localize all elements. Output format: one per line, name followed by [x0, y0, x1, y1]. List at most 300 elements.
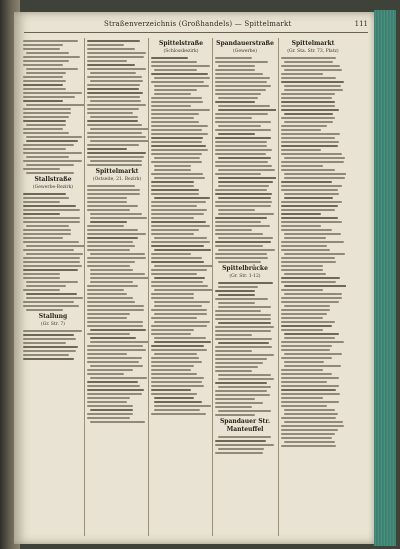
entry-line: [281, 405, 327, 407]
entry-line: [87, 381, 138, 383]
entry-line: [284, 193, 339, 195]
entry-line: [26, 164, 74, 166]
entry-line: [215, 93, 261, 95]
entry-line: [23, 56, 80, 58]
entry-line: [87, 152, 146, 154]
column-divider: [84, 38, 85, 536]
entry-line: [26, 245, 84, 247]
entry-line: [281, 261, 336, 263]
street-subheading: (Gewerbe): [233, 49, 257, 54]
entry-line: [281, 301, 339, 303]
entry-line: [23, 80, 66, 82]
entry-line: [215, 350, 252, 352]
entry-line: [23, 330, 82, 332]
entry-line: [218, 157, 271, 159]
entry-line: [151, 369, 191, 371]
entry-line: [281, 329, 323, 331]
entry-line: [151, 245, 204, 247]
entry-line: [87, 136, 146, 138]
street-heading: Spittelmarkt: [291, 40, 335, 47]
entry-line: [281, 125, 327, 127]
entry-line: [23, 334, 74, 336]
entry-line: [215, 221, 261, 223]
entry-line: [215, 382, 267, 384]
entry-line: [281, 281, 336, 283]
entry-line: [151, 385, 204, 387]
entry-line: [284, 233, 341, 235]
entry-line: [284, 285, 346, 287]
entry-line: [215, 153, 266, 155]
entry-list: [22, 40, 84, 174]
entry-line: [281, 201, 342, 203]
entry-line: [218, 125, 261, 127]
entry-list: [214, 436, 276, 454]
entry-line: [151, 121, 199, 123]
entry-line: [23, 84, 63, 86]
entry-line: [154, 409, 200, 411]
entry-line: [218, 209, 255, 211]
entry-line: [23, 148, 66, 150]
entry-line: [26, 52, 69, 54]
entry-line: [215, 370, 252, 372]
entry-line: [87, 321, 143, 323]
entry-line: [151, 185, 194, 187]
entry-line: [281, 445, 336, 447]
street-heading: Spittelstraße: [158, 40, 204, 47]
entry-line: [284, 61, 333, 63]
entry-line: [87, 237, 138, 239]
entry-line: [154, 165, 191, 167]
entry-line: [23, 209, 80, 211]
entry-line: [23, 301, 74, 303]
entry-line: [215, 326, 274, 328]
entry-line: [151, 133, 208, 135]
entry-line: [284, 157, 345, 159]
entry-line: [154, 405, 211, 407]
entry-line: [215, 201, 272, 203]
entry-line: [151, 81, 204, 83]
entry-line: [215, 117, 252, 119]
entry-line: [87, 197, 127, 199]
entry-line: [23, 152, 82, 154]
entry-line: [90, 100, 141, 102]
entry-line: [281, 109, 339, 111]
entry-line: [215, 452, 263, 454]
entry-line: [90, 221, 127, 223]
entry-line: [215, 394, 270, 396]
entry-line: [87, 373, 124, 375]
entry-line: [281, 105, 335, 107]
entry-line: [23, 144, 74, 146]
entry-line: [215, 189, 267, 191]
entry-line: [151, 357, 199, 359]
entry-list: [280, 57, 346, 447]
entry-line: [26, 72, 66, 74]
entry-line: [23, 197, 69, 199]
entry-line: [281, 81, 344, 83]
entry-line: [281, 229, 332, 231]
entry-line: [284, 337, 335, 339]
entry-line: [281, 369, 323, 371]
entry-line: [151, 193, 199, 195]
entry-line: [23, 221, 80, 223]
column-5: [280, 38, 346, 536]
entry-line: [281, 225, 321, 227]
entry-line: [90, 116, 138, 118]
entry-line: [87, 289, 124, 291]
entry-line: [87, 76, 142, 78]
street-subheading: (Gr. Str. 1-12): [229, 274, 261, 279]
entry-list: [22, 193, 84, 311]
entry-line: [151, 257, 202, 259]
entry-line: [151, 393, 197, 395]
entry-line: [151, 189, 199, 191]
entry-line: [215, 298, 268, 300]
entry-line: [90, 409, 133, 411]
entry-line: [281, 129, 321, 131]
entry-line: [218, 185, 269, 187]
entry-line: [26, 297, 83, 299]
entry-line: [215, 245, 263, 247]
entry-line: [26, 124, 66, 126]
entry-line: [284, 365, 341, 367]
entry-line: [87, 305, 144, 307]
entry-line: [26, 156, 69, 158]
column-divider: [278, 38, 279, 536]
entry-line: [151, 229, 199, 231]
entry-line: [87, 96, 140, 98]
entry-line: [215, 338, 272, 340]
entry-line: [281, 297, 342, 299]
entry-line: [87, 56, 144, 58]
entry-line: [151, 285, 208, 287]
entry-line: [23, 213, 60, 215]
entry-line: [215, 77, 270, 79]
entry-line: [154, 353, 197, 355]
entry-line: [281, 437, 332, 439]
entry-line: [151, 309, 207, 311]
entry-line: [284, 197, 333, 199]
entry-line: [218, 249, 275, 251]
entry-line: [281, 65, 340, 67]
entry-line: [90, 273, 145, 275]
entry-list: [22, 330, 84, 360]
entry-line: [23, 128, 63, 130]
entry-line: [218, 306, 271, 308]
entry-line: [23, 92, 82, 94]
entry-line: [154, 341, 211, 343]
entry-list: [214, 57, 276, 263]
entry-line: [23, 76, 63, 78]
entry-line: [215, 205, 271, 207]
entry-line: [151, 349, 207, 351]
entry-line: [154, 89, 197, 91]
entry-line: [151, 241, 210, 243]
entry-line: [87, 405, 133, 407]
entry-line: [151, 209, 207, 211]
entry-line: [218, 436, 271, 438]
entry-line: [281, 189, 338, 191]
entry-line: [215, 366, 258, 368]
entry-line: [215, 69, 255, 71]
entry-line: [215, 414, 255, 416]
entry-line: [281, 277, 340, 279]
entry-line: [281, 309, 330, 311]
entry-list: [214, 282, 276, 416]
entry-line: [90, 253, 145, 255]
entry-line: [23, 193, 66, 195]
entry-line: [90, 128, 148, 130]
entry-line: [218, 386, 271, 388]
entry-line: [151, 225, 210, 227]
entry-line: [23, 346, 78, 348]
entry-line: [281, 429, 338, 431]
entry-line: [281, 349, 330, 351]
entry-line: [151, 217, 194, 219]
entry-line: [87, 60, 127, 62]
entry-line: [87, 297, 133, 299]
entry-line: [281, 117, 335, 119]
entry-line: [87, 233, 146, 235]
entry-line: [87, 201, 127, 203]
entry-line: [281, 205, 338, 207]
entry-line: [281, 357, 332, 359]
entry-line: [87, 317, 127, 319]
entry-line: [151, 113, 199, 115]
entry-line: [87, 64, 135, 66]
entry-line: [87, 205, 138, 207]
entry-line: [23, 217, 80, 219]
entry-line: [281, 321, 335, 323]
entry-line: [23, 261, 80, 263]
entry-line: [151, 297, 194, 299]
entry-line: [26, 285, 66, 287]
entry-line: [151, 145, 206, 147]
entry-line: [151, 293, 194, 295]
entry-line: [284, 121, 333, 123]
entry-line: [87, 313, 130, 315]
entry-line: [87, 40, 140, 42]
entry-line: [284, 409, 335, 411]
entry-line: [281, 217, 338, 219]
entry-line: [215, 346, 272, 348]
entry-line: [151, 201, 206, 203]
entry-line: [154, 237, 207, 239]
entry-line: [87, 369, 133, 371]
entry-line: [151, 97, 202, 99]
entry-line: [284, 85, 341, 87]
entry-line: [281, 97, 332, 99]
entry-line: [215, 318, 271, 320]
entry-line: [218, 261, 261, 263]
entry-line: [151, 109, 210, 111]
entry-line: [87, 353, 127, 355]
street-heading: Spandauerstraße: [216, 40, 274, 47]
entry-line: [151, 137, 203, 139]
entry-line: [26, 309, 63, 311]
entry-line: [87, 48, 135, 50]
entry-line: [281, 77, 336, 79]
page-number: 111: [354, 20, 368, 28]
entry-line: [281, 57, 336, 59]
entry-line: [23, 100, 63, 102]
entry-line: [23, 60, 69, 62]
entry-line: [218, 97, 258, 99]
entry-line: [284, 253, 345, 255]
entry-line: [281, 257, 335, 259]
entry-line: [151, 281, 203, 283]
entry-line: [23, 350, 76, 352]
entry-line: [151, 381, 202, 383]
entry-line: [23, 116, 69, 118]
column-2: [86, 38, 148, 536]
entry-line: [281, 145, 338, 147]
entry-line: [87, 301, 135, 303]
entry-line: [151, 153, 202, 155]
entry-line: [87, 193, 140, 195]
entry-line: [281, 101, 335, 103]
entry-line: [87, 417, 130, 419]
entry-line: [154, 157, 200, 159]
entry-line: [87, 229, 138, 231]
entry-line: [151, 213, 204, 215]
entry-line: [23, 229, 71, 231]
entry-line: [87, 185, 135, 187]
entry-line: [26, 140, 78, 142]
entry-line: [90, 160, 142, 162]
entry-line: [281, 377, 339, 379]
entry-line: [87, 357, 142, 359]
entry-list: [86, 40, 148, 166]
street-subheading: (Gr. Str. 7): [41, 322, 65, 327]
entry-line: [215, 161, 268, 163]
entry-line: [26, 253, 83, 255]
entry-line: [215, 89, 266, 91]
entry-line: [151, 65, 210, 67]
entry-line: [90, 341, 148, 343]
entry-line: [281, 341, 344, 343]
entry-line: [87, 164, 142, 166]
entry-line: [87, 393, 142, 395]
entry-line: [215, 73, 263, 75]
entry-line: [154, 313, 207, 315]
entry-line: [90, 80, 143, 82]
entry-line: [151, 161, 202, 163]
entry-line: [281, 401, 339, 403]
entry-line: [218, 169, 275, 171]
entry-line: [215, 314, 271, 316]
column-3: [150, 38, 212, 536]
entry-line: [281, 141, 339, 143]
entry-line: [281, 325, 332, 327]
entry-line: [215, 85, 271, 87]
entry-line: [284, 69, 342, 71]
entry-line: [23, 201, 60, 203]
entry-line: [151, 205, 197, 207]
entry-line: [90, 269, 133, 271]
entry-line: [281, 385, 339, 387]
entry-line: [215, 406, 252, 408]
entry-line: [23, 277, 60, 279]
street-heading: Spittelmarkt: [95, 168, 139, 175]
entry-line: [215, 101, 255, 103]
entry-line: [23, 64, 63, 66]
entry-line: [218, 109, 276, 111]
entry-line: [218, 448, 264, 450]
entry-line: [87, 389, 144, 391]
entry-line: [154, 397, 194, 399]
entry-line: [26, 293, 77, 295]
entry-line: [215, 440, 266, 442]
entry-line: [215, 225, 270, 227]
entry-line: [26, 104, 84, 106]
entry-line: [218, 237, 273, 239]
entry-line: [154, 85, 209, 87]
entry-line: [215, 61, 268, 63]
entry-line: [151, 261, 204, 263]
entry-line: [284, 441, 335, 443]
street-subheading: (Schlossbezirk): [163, 49, 199, 54]
entry-line: [281, 417, 336, 419]
entry-line: [215, 402, 263, 404]
entry-line: [23, 338, 76, 340]
entry-line: [281, 245, 327, 247]
page-edge-stack: [374, 10, 396, 546]
entry-line: [87, 241, 133, 243]
entry-line: [218, 374, 271, 376]
entry-line: [281, 221, 342, 223]
entry-line: [281, 133, 340, 135]
entry-line: [281, 165, 323, 167]
entry-line: [87, 156, 144, 158]
entry-line: [215, 57, 252, 59]
entry-line: [151, 117, 194, 119]
street-subheading: (Ostseite, 21. Bezirk): [92, 177, 142, 182]
column-divider: [148, 38, 149, 536]
header-rule: [24, 32, 368, 33]
entry-line: [218, 177, 276, 179]
entry-line: [151, 61, 197, 63]
entry-line: [154, 265, 212, 267]
entry-line: [218, 322, 271, 324]
entry-line: [218, 410, 271, 412]
entry-line: [284, 273, 326, 275]
entry-line: [87, 285, 138, 287]
entry-line: [90, 277, 148, 279]
entry-line: [215, 173, 261, 175]
entry-line: [23, 48, 60, 50]
entry-line: [281, 73, 323, 75]
entry-line: [154, 249, 211, 251]
entry-line: [87, 108, 139, 110]
entry-line: [87, 361, 139, 363]
entry-line: [151, 253, 191, 255]
entry-line: [281, 381, 327, 383]
entry-line: [151, 333, 191, 335]
entry-line: [281, 345, 332, 347]
entry-line: [154, 197, 210, 199]
entry-line: [151, 105, 191, 107]
entry-line: [26, 281, 78, 283]
entry-line: [284, 353, 342, 355]
directory-page: [14, 12, 374, 544]
entry-line: [281, 209, 335, 211]
entry-line: [87, 84, 140, 86]
entry-line: [284, 305, 330, 307]
entry-line: [154, 401, 202, 403]
entry-line: [26, 136, 82, 138]
entry-line: [26, 225, 69, 227]
